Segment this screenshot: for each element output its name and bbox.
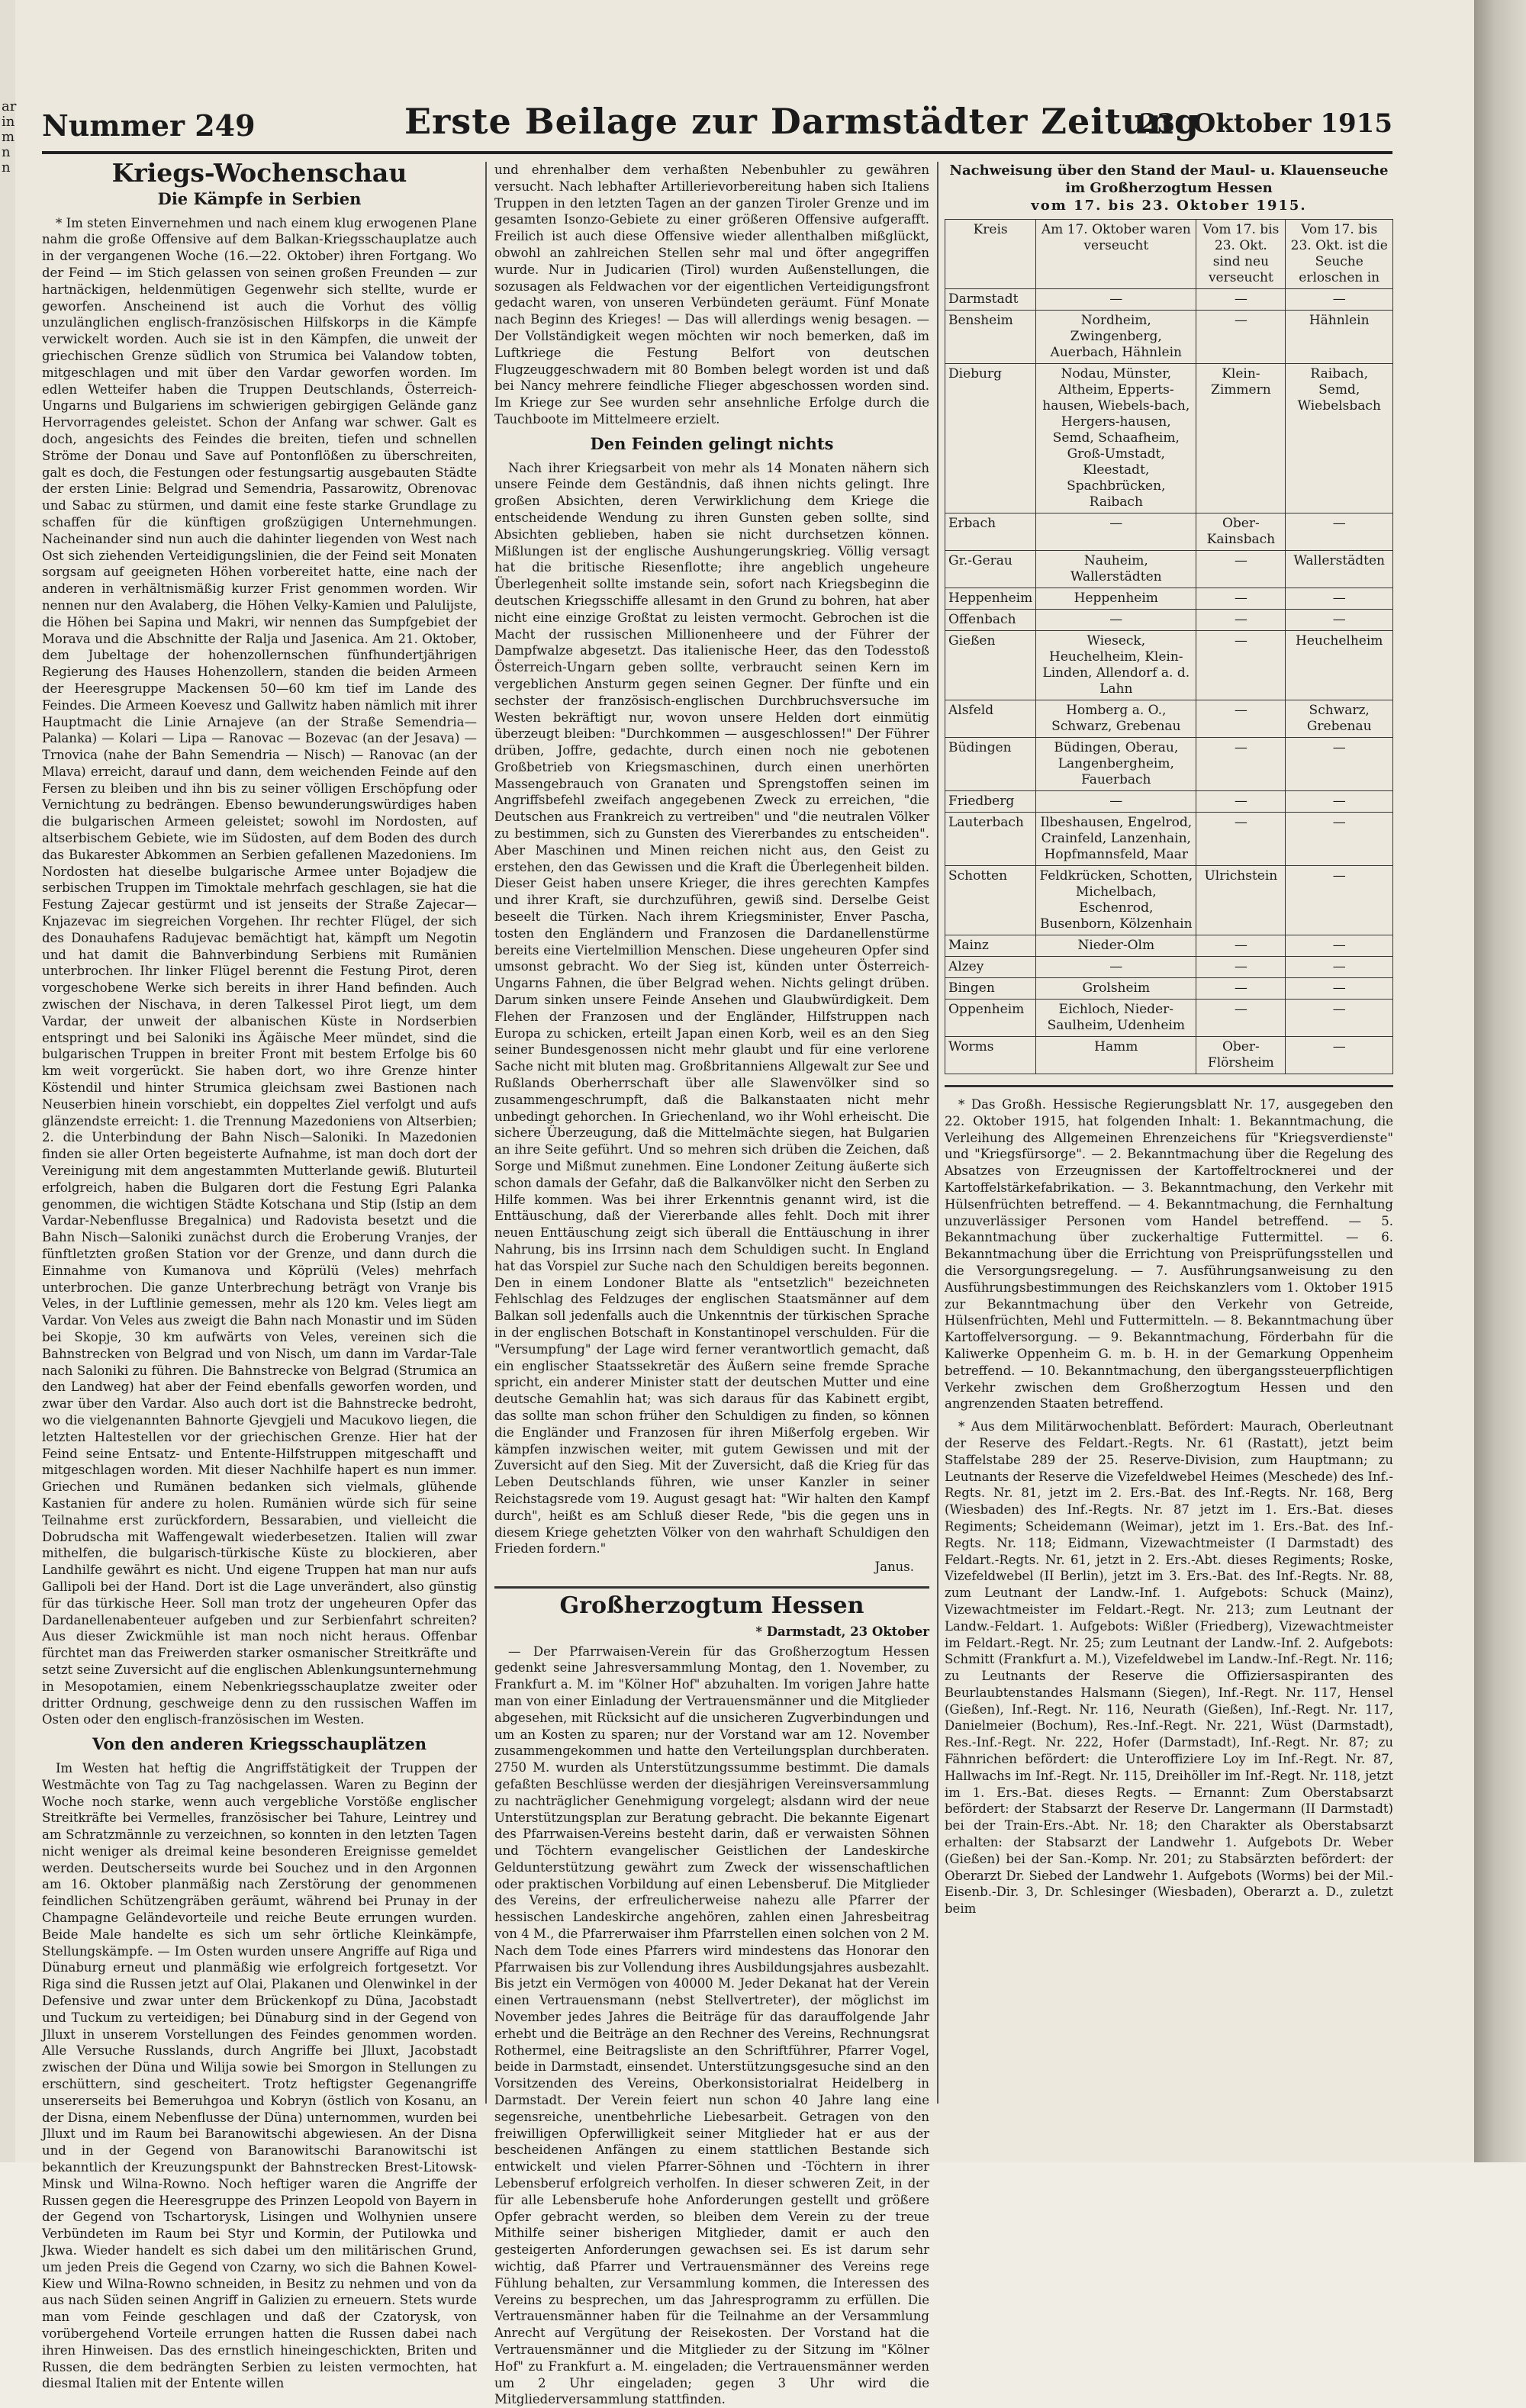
header-rule — [42, 151, 1392, 154]
table-row — [945, 311, 1393, 364]
cell-kreis: Worms — [945, 1037, 1036, 1074]
article-title-kriegswochenschau: Kriegs-Wochenschau — [111, 158, 407, 188]
cell-verseucht: Grolsheim — [1036, 978, 1196, 1000]
cell-neu: — — [1196, 551, 1286, 588]
article-paragraph: * Das Großh. Hessische Regierungsblatt Nr. 17, ausgegeben den 22. Oktober 1915, hat folgenden Inhalt: 1. Bekanntmachung, die Verleihung des Allgemeinen Ehrenzeichens für "Kriegsverdienste" und "Kriegsfürsorge". — 2. Bekanntmachung über die Regelung des Absatzes von Erzeugnissen der Kartoffeltrocknerei und der Kartoffelstärkefabrikation. — 3. Bekanntmachung, den Verkehr mit Hülsenfrüchten betreffend. — 4. Bekanntmachung, die Fernhaltung unzuverlässiger Personen vom Handel betreffend. — 5. Bekanntmachung über zuckerhaltige Futtermittel. — 6. Bekanntmachung über die Errichtung von Preisprüfungsstellen und die Versorgungsregelung. — 7. Ausführungsanweisung zu den Ausführungsbestimmungen des Reichskanzlers vom 1. Oktober 1915 zur Bekanntmachung über den Verkehr von Getreide, Hülsenfrüchten, Mehl und Futtermitteln. — 8. Bekanntmachung über Kartoffelversorgung. — 9. Bekanntmachung, Förderbahn für die Kaliwerke Oppenheim G. m. b. H. in der Gemarkung Oppenheim betreffend. — 10. Bekanntmachung, den übergangssteuerpflichtigen Verkehr zwischen dem Großherzogtum Hessen und den angrenzenden Staaten betreffend. — [945, 1097, 1393, 1412]
cell-neu: — — [1196, 700, 1286, 738]
cell-erloschen: — — [1286, 289, 1393, 311]
cell-kreis: Bingen — [945, 978, 1036, 1000]
cell-kreis: Büdingen — [945, 738, 1036, 791]
cell-neu: — — [1196, 610, 1286, 631]
cell-kreis: Lauterbach — [945, 813, 1036, 866]
cell-erloschen: — — [1286, 588, 1393, 610]
cell-erloschen: — — [1286, 610, 1393, 631]
cell-kreis: Schotten — [945, 866, 1036, 935]
cell-neu: — — [1196, 957, 1286, 978]
cell-verseucht: Nieder-Olm — [1036, 935, 1196, 957]
cell-kreis: Offenbach — [945, 610, 1036, 631]
cell-kreis: Alsfeld — [945, 700, 1036, 738]
table-body — [945, 289, 1393, 1074]
col-header-kreis: Kreis — [945, 220, 1036, 289]
article-paragraph: * Aus dem Militärwochenblatt. Befördert: Maurach, Oberleutnant der Reserve des Feldart.-Regts. Nr. 61 (Rastatt), jetzt beim Staffelstabe 289 der 25. Reserve-Division, zum Hauptmann; zu Leutnants der Reserve die Vizefeldwebel Heimes (Meschede) des Inf.-Regts. Nr. 81, jetzt im 2. Ers.-Bat. des Inf.-Regts. Nr. 168, Berg (Wiesbaden) des Inf.-Regts. Nr. 87 jetzt im 1. Ers.-Bat. dieses Regiments; Scheidemann (Weimar), jetzt im 1. Ers.-Bat. des Inf.-Regts. Nr. 118; Eidmann, Vizewachtmeister (I Darmstadt) des Feldart.-Regts. Nr. 61, jetzt in 2. Ers.-Abt. dieses Regiments; Roske, Vizefeldwebel (II Berlin), jetzt im 3. Ers.-Bat. des Inf.-Regts. Nr. 88, zum Leutnant der Landw.-Inf. 1. Aufgebots: Schuck (Mainz), Vizewachtmeister im Feldart.-Regt. Nr. 213; zum Leutnant der Landw.-Feldart. 1. Aufgebots: Wißler (Friedberg), Vizewachtmeister im Feldart.-Regt. Nr. 25; zum Leutnant der Landw.-Inf. 2. Aufgebots: Schmitt (Frankfurt a. M.), Vizefeldwebel im Landw.-Inf.-Regt. Nr. 116; zu Leutnants der Reserve die Offiziersaspiranten des Beurlaubtenstandes Halsmann (Siegen), Inf.-Regt. Nr. 117, Hensel (Gießen), Inf.-Regt. Nr. 116, Neurath (Gießen), Inf.-Regt. Nr. 117, Danielmeier (Bochum), Res.-Inf.-Regt. Nr. 221, Wüst (Darmstadt), Res.-Inf.-Regt. Nr. 222, Hofer (Darmstadt), Inf.-Regt. Nr. 87; zu Fähnrichen befördert: die Unteroffiziere Loy im Inf.-Regt. Nr. 87, Hallwachs im Inf.-Regt. Nr. 115, Dreihöller im Inf.-Regt. Nr. 118, jetzt im 1. Ers.-Bat. dieses Regts. — Ernannt: Zum Oberstabsarzt befördert: der Stabsarzt der Reserve Dr. Langermann (II Darmstadt) bei der Train-Ers.-Abt. Nr. 18; den Charakter als Oberstabsarzt erhalten: der Stabsarzt der Landwehr 1. Aufgebots Dr. Weber (Gießen) bei der San.-Komp. Nr. 201; zu Stabsärzten befördert: der Oberarzt Dr. Siebed der Landwehr 1. Aufgebots (Worms) bei der Mil.-Eisenb.-Dir. 3, Dr. Schlesinger (Wiesbaden), Oberarzt a. D., zuletzt beim — [945, 1419, 1393, 1917]
table-row — [945, 551, 1393, 588]
page-header — [42, 101, 1392, 143]
dateline: * Darmstadt, 23 Oktober — [755, 1624, 929, 1639]
section-title-andere: Von den anderen Kriegsschauplätzen — [92, 1734, 427, 1754]
issue-number: Nummer 249 — [42, 108, 256, 143]
cell-erloschen: — — [1286, 738, 1393, 791]
cell-neu: Ober-Kainsbach — [1196, 513, 1286, 551]
table-row — [945, 866, 1393, 935]
cell-erloschen: — — [1286, 813, 1393, 866]
page-title: Erste Beilage zur Darmstädter Zeitung — [404, 101, 1199, 142]
article-paragraph: und ehrenhalber dem verhaßten Nebenbuhler zu gewähren versucht. Nach lebhafter Artillerievorbereitung haben sich Italiens Truppen in den letzten Tagen an der ganzen Tiroler Grenze und im gesamten Isonzo-Gebiete zu einer größeren Offensive aufgerafft. Freilich ist auch diese Offensive wieder allenthalben mißglückt, obwohl an zahlreichen Stellen sehr mal und öfter angegriffen wurde. Nur in Judicarien (Tirol) wurden Außenstellungen, die sozusagen als Feldwachen vor der eigentlichen Verteidigungsfront gedacht waren, von unseren Verbündeten geräumt. Fünf Monate nach Beginn des Krieges! — Das will allerdings wenig besagen. — Der Vollständigkeit wegen möchten wir noch bemerken, daß im Luftkriege die Festung Belfort von deutschen Flugzeuggeschwadern mit 80 Bomben belegt worden ist und daß bei Nancy mehrere feindliche Flieger abgeschossen worden sind. Im Kriege zur See wurden sehr ansehnliche Erfolge durch die Tauchboote im Mittelmeere erzielt. — [494, 163, 929, 427]
cell-verseucht: Homberg a. O., Schwarz, Grebenau — [1036, 700, 1196, 738]
cell-neu: — — [1196, 978, 1286, 1000]
cell-kreis: Mainz — [945, 935, 1036, 957]
issue-date: 23. Oktober 1915 — [1138, 108, 1392, 139]
cell-verseucht: — — [1036, 513, 1196, 551]
table-row — [945, 1037, 1393, 1074]
cell-kreis: Alzey — [945, 957, 1036, 978]
table-row — [945, 791, 1393, 813]
table-row — [945, 364, 1393, 513]
cell-neu: Ulrichstein — [1196, 866, 1286, 935]
table-title-line: Nachweisung über den Stand der Maul- u. Klauenseuche — [949, 163, 1389, 179]
column-3 — [945, 162, 1393, 2104]
article-author: Janus. — [874, 1560, 914, 1575]
cell-verseucht: Feldkrücken, Schotten, Michelbach, Eschenrod, Busenborn, Kölzenhain — [1036, 866, 1196, 935]
column-divider-1 — [485, 162, 487, 2104]
cell-kreis: Friedberg — [945, 791, 1036, 813]
article-paragraph: Nach ihrer Kriegsarbeit von mehr als 14 Monaten nähern sich unsere Feinde dem Geständnis, daß ihnen nichts gelingt. Ihre großen Absichten, deren Verwirklichung dem Kriege die entscheidende Wendung zu ihren Gunsten geben sollte, sind Absichten geblieben, haben sie nicht durchsetzen können. Mißlungen ist der englische Aushungerungskrieg. Völlig versagt hat die britische Riesenflotte; ihre angeblich ungeheure Überlegenheit sollte imstande sein, sofort nach Kriegsbeginn die deutschen Kriegsschiffe allesamt in den Grund zu bohren, hat aber nicht eine einzige Großtat zu leisten vermocht. Gebrochen ist die Macht der russischen Millionenheere und der Führer der Dampfwalze abgesetzt. Das italienische Heer, das den Todesstoß Österreich-Ungarn geben sollte, verbraucht seinen Kern im vergeblichen Ansturm gegen seinen Gegner. Der fünfte und ein sechster der französisch-englischen Durchbruchsversuche im Westen bekräftigt nur, wovon unsere Helden dort einmütig überzeugt bleiben: "Durchkommen — ausgeschlossen!" Der Führer drüben, Joffre, gedachte, durch einen noch nie gebotenen Großbetrieb von Kriegsmaschinen, durch einen unerhörten Massengebrauch von Granaten und Sprengstoffen seinen im Angriffsbefehl zweifach angegebenen Zweck zu erreichen, "die Deutschen aus Frankreich zu vertreiben" und "die neutralen Völker zu bestimmen, sich zu Gunsten des Viererbandes zu entscheiden". Aber Maschinen und Minen reichen nicht aus, den Geist zu erstehen, den das Gewissen und die Kraft die Überlegenheit bilden. Dieser Geist haben unsere Krieger, die ihres gerechten Kampfes und ihrer Kraft, sie durchzuführen, gewiß sind. Derselbe Geist beseelt die Türken. Nach ihrem Kriegsminister, Enver Pascha, tosten den Engländern und Franzosen die Dardanellenstürme bereits eine Viertelmillion Menschen. Diese ungeheuren Opfer sind umsonst gebracht. Wo der Sieg ist, künden unter Österreich-Ungarns Fahnen, die über Belgrad wehen. Nichts gelingt drüben. Darum sinken unsere Feinde Ansehen und Glaubwürdigkeit. Dem Flehen der Franzosen und der Engländer, Hilfstruppen nach Europa zu schicken, erteilt Japan einen Korb, weil es an den Sieg seiner Bundesgenossen nicht mehr glaubt und für eine verlorene Sache nicht mit bluten mag. Großbritanniens Allgewalt zur See und Rußlands Oberherrschaft über alle Slawenvölker sind so zusammengeschrumpft, daß die Balkanstaaten nicht mehr unbedingt gehorchen. In Griechenland, wo ihr Wohl erheischt. Die sichere Überzeugung, daß die Mittelmächte siegen, hat Bulgarien an ihre Seite geführt. Und so mehren sich drüben die Zeichen, daß Sorge und Mißmut zunehmen. Eine Londoner Zeitung äußerte sich schon damals der Gefahr, daß die Balkanvölker nicht den Serben zu Hilfe kommen. Was bei ihrer Erkenntnis genannt wird, ist die Enttäuschung, daß der Viererbande alles fehlt. Doch mit ihrer neuen Enttäuschung zeigt sich überall die Enttäuschung in ihrer Nahrung, bis ins Irrsinn nach dem Schuldigen sucht. In England hat das Vorspiel zur Suche nach den Schuldigen bereits begonnen. Den in einem Londoner Blatte als "entsetzlich" bezeichneten Fehlschlag des Feldzuges der englischen Staatsmänner auf dem Balkan soll jedenfalls auch die Unkenntnis der türkischen Sprache in der englischen Botschaft in Konstantinopel verschulden. Für die "Versumpfung" der Lage wird ferner verantwortlich gemacht, daß ein englischer Staatssekretär des Äußern seine fremde Sprache spricht, ein anderer Minister statt der deutschen Mutter und eine deutsche Gemahlin hat; was sich daraus für das Kabinett ergibt, das sollte man schon früher den Schuldigen zu finden, so können die Engländer und Franzosen für ihren Mißerfolg ergeben. Wir kämpfen inzwischen weiter, mit gutem Gewissen und mit der Zuversicht auf den Sieg. Mit der Zuversicht, daß die Krieg für das Leben Deutschlands führen, wie unser Kanzler in seiner Reichstagsrede vom 19. August gesagt hat: "Wir halten den Kampf durch", heißt es am Schluß dieser Rede, "bis die gegen uns in diesem Kriege gehetzten Völker von den wahrhaft Schuldigen den Frieden fordern." — [494, 460, 929, 1557]
cell-neu: — — [1196, 791, 1286, 813]
cell-verseucht: Büdingen, Oberau, Langenbergheim, Fauerbach — [1036, 738, 1196, 791]
cell-kreis: Oppenheim — [945, 1000, 1036, 1037]
cell-verseucht: — — [1036, 957, 1196, 978]
article-paragraph: Im Westen hat heftig die Angriffstätigkeit der Truppen der Westmächte von Tag zu Tag nachgelassen. Waren zu Beginn der Woche noch starke, wenn auch vergebliche Vorstöße englischer Streitkräfte bei Vermelles, französischer bei Tahure, Leintrey und am Schratzmännle zu verzeichnen, so konnten in den letzten Tagen nicht weniger als dreimal keine besonderen Ereignisse gemeldet werden. Deutscherseits wurde bei Souchez und in den Argonnen am 16. Oktober planmäßig nach Zerstörung der genommenen feindlichen Schützengräben geräumt, während bei Prunay in der Champagne Geländevorteile und reiche Beute errungen wurden. Beide Male handelte es sich um sehr örtliche Kleinkämpfe, Stellungskämpfe. — Im Osten wurden unsere Angriffe auf Riga und Dünaburg erneut und planmäßig wie erfolgreich fortgesetzt. Vor Riga sind die Russen jetzt auf Olai, Plakanen und Olenwinkel in der Defensive und zwar unter dem Brückenkopf zu Düna, Jacobstadt und Tuckum zu verteidigen; bei Dünaburg sind in der Gegend von Jlluxt in unserem Vorstellungen des Feindes genommen worden. Alle Versuche Russlands, durch Angriffe bei Jlluxt, Jacobstadt zwischen der Düna und Wilija sowie bei Smorgon in Stellungen zu erschüttern, sind gescheitert. Trotz heftigster Gegenangriffe unsererseits bei Bemeruhgoa und Kobryn (östlich von Kosanu, an der Disna, einem Nebenflusse der Düna) unternommen, wurden bei Jlluxt und im Raum bei Baranowitschi abgewiesen. An der Disna und in der Gegend von Baranowitschi Baranowitschi ist bekanntlich der Kreuzungspunkt der Bahnstrecken Brest-Litowsk-Minsk und Wilna-Rowno. Noch heftiger waren die Angriffe der Russen gegen die Heeresgruppe des Prinzen Leopold von Bayern in der Gegend von Tschartorysk, Lisingen und Wolhynien unsere Verbündeten im Raum bei Styr und Kormin, der Putilowka und Jkwa. Wieder handelt es sich dabei um den militärischen Grund, um jeden Preis die Gegend von Czarny, wo sich die Bahnen Kowel-Kiew und Wilna-Rowno schneiden, in Besitz zu nehmen und von da aus nach Süden seinen Angriff in Galizien zu erneuern. Stets wurde man vom Feinde geschlagen und daß der Czatorysk, von vorübergehend Vorteile errungen hatten die Russen dabei nach ihren Hinweisen. Das des ernstlich hineingeschickten, Briten und Russen, die dem bedrängten Serbien zu leisten vermochten, hat diesmal Italien mit der Entente willen — [42, 1760, 477, 2391]
table-row — [945, 631, 1393, 700]
section-title-serbien: Die Kämpfe in Serbien — [157, 188, 362, 208]
book-binding — [1474, 0, 1526, 2162]
cell-neu: — — [1196, 289, 1286, 311]
cell-neu: — — [1196, 935, 1286, 957]
cell-kreis: Bensheim — [945, 311, 1036, 364]
left-edge-text: ar in m n n — [2, 98, 17, 175]
cell-erloschen: — — [1286, 935, 1393, 957]
cell-neu: — — [1196, 738, 1286, 791]
cell-kreis: Gr.-Gerau — [945, 551, 1036, 588]
column-1 — [42, 158, 477, 2391]
cell-erloschen: — — [1286, 791, 1393, 813]
cell-erloschen: Wallerstädten — [1286, 551, 1393, 588]
cell-verseucht: Ilbeshausen, Engelrod, Crainfeld, Lanzenhain, Hopfmannsfeld, Maar — [1036, 813, 1196, 866]
cell-verseucht: Hamm — [1036, 1037, 1196, 1074]
seuchen-table — [945, 219, 1393, 1074]
column-2 — [494, 162, 929, 2407]
cell-kreis: Heppenheim — [945, 588, 1036, 610]
cell-erloschen: — — [1286, 978, 1393, 1000]
cell-verseucht: Eichloch, Nieder-Saulheim, Udenheim — [1036, 1000, 1196, 1037]
cell-verseucht: — — [1036, 610, 1196, 631]
cell-verseucht: Heppenheim — [1036, 588, 1196, 610]
cell-kreis: Darmstadt — [945, 289, 1036, 311]
cell-verseucht: Wieseck, Heuchelheim, Klein-Linden, Allendorf a. d. Lahn — [1036, 631, 1196, 700]
cell-neu: — — [1196, 1000, 1286, 1037]
table-title-line: vom 17. bis 23. Oktober 1915. — [1031, 198, 1307, 214]
cell-verseucht: — — [1036, 289, 1196, 311]
table-row — [945, 588, 1393, 610]
cell-erloschen: — — [1286, 1037, 1393, 1074]
cell-erloschen: Raibach, Semd, Wiebelsbach — [1286, 364, 1393, 513]
cell-erloschen: Hähnlein — [1286, 311, 1393, 364]
table-row — [945, 513, 1393, 551]
cell-kreis: Dieburg — [945, 364, 1036, 513]
column-divider-2 — [937, 162, 938, 2104]
table-row — [945, 935, 1393, 957]
table-row — [945, 957, 1393, 978]
cell-kreis: Erbach — [945, 513, 1036, 551]
col-header-erloschen: Vom 17. bis 23. Okt. ist die Seuche erloschen in — [1286, 220, 1393, 289]
cell-verseucht: Nauheim, Wallerstädten — [1036, 551, 1196, 588]
cell-kreis: Gießen — [945, 631, 1036, 700]
cell-neu: — — [1196, 588, 1286, 610]
table-row — [945, 738, 1393, 791]
section-separator — [945, 1085, 1393, 1087]
cell-verseucht: — — [1036, 791, 1196, 813]
cell-verseucht: Nodau, Münster, Altheim, Epperts-hausen, Wiebels-bach, Hergers-hausen, Semd, Schaafheim, Groß-Umstadt, Kleestadt, Spachbrücken, Raibach — [1036, 364, 1196, 513]
cell-neu: — — [1196, 311, 1286, 364]
cell-neu: Ober-Flörsheim — [1196, 1037, 1286, 1074]
table-row — [945, 1000, 1393, 1037]
table-row — [945, 813, 1393, 866]
table-row — [945, 700, 1393, 738]
cell-erloschen: Heuchelheim — [1286, 631, 1393, 700]
cell-neu: — — [1196, 631, 1286, 700]
cell-neu: Klein-Zimmern — [1196, 364, 1286, 513]
table-title — [945, 162, 1393, 214]
section-title-feinden: Den Feinden gelingt nichts — [590, 433, 834, 453]
col-header-verseucht: Am 17. Oktober waren verseucht — [1036, 220, 1196, 289]
article-paragraph: * Im steten Einvernehmen und nach einem klug erwogenen Plane nahm die große Offensive auf dem Balkan-Kriegsschauplatze auch in der vergangenen Woche (16.—22. Oktober) ihren Fortgang. Wo der Feind — im Stich gelassen von seinen großen Freunden — zur hartnäckigen, heldenmütigen Gegenwehr sich stellte, wurde er geworfen. Anscheinend ist auch die Vorhut des völlig unzulänglichen englisch-französischen Hilfskorps in die Kämpfe verwickelt worden. Auch sie ist in den Kämpfen, die unweit der griechischen Grenze südlich von Strumica bei Valandow tobten, mitgeschlagen und mit über den Vardar geworfen worden. Im edlen Wetteifer haben die Truppen Deutschlands, Österreich-Ungarns und Bulgariens im schwierigen gebirgigen Gelände ganz Hervorragendes geleistet. Schon der Anfang war schwer. Galt es doch, angesichts des Feindes die breiten, tiefen und schnellen Ströme der Donau und Save auf Pontonflößen zu überschreiten, galt es doch, die Festungen oder festungsartig ausgebauten Städte der ersten Linie: Belgrad und Semendria, Passarowitz, Obrenovac und Sabac zu stürmen, und damit eine feste starke Grundlage zu schaffen für die künftigen großzügigen Unternehmungen. Nacheinander sind nun auch die dahinter liegenden von West nach Ost sich ziehenden Verteidigungslinien, die der Feind seit Monaten sorgsam auf geeigneten Höhen vorbereitet hatte, eine nach der anderen in verhältnismäßig kurzer Frist genommen worden. Wir nennen nur den Avalaberg, die Höhen Velky-Kamien und Palulijste, die Höhen bei Sapina und Makri, wir nennen das Sumpfgebiet der Morava und die Abschnitte der Ralja und Jasenica. Am 21. Oktober, dem Jubeltage der hohenzollernschen fünfhundertjährigen Regierung des Hauses Hohenzollern, standen die beiden Armeen der Heeresgruppe Mackensen 50—60 km tief im Lande des Feindes. Die Armeen Koevesz und Gallwitz haben nämlich mit ihrer Hauptmacht die Linie Arnajeve (an der Straße Semendria—Palanka) — Kolari — Lipa — Ranovac — Bozevac (an der Jesava) — Trnovica (nahe der Bahn Semendria — Nisch) — Ranovac (an der Mlava) erreicht, darauf und dann, dem weichenden Feinde auf den Fersen zu bleiben und ihn bis zu seiner völligen Erschöpfung oder Vernichtung zu bedrängen. Ebenso bewunderungswürdiges haben die bulgarischen Armeen geleistet; sowohl im Nordosten, auf altserbischem Gebiete, wie im Südosten, auf dem Boden des durch das Bukarester Abkommen an Serbien gefallenen Mazedoniens. Im Nordosten hat dieselbe bulgarische Armee unter Bojadjew die serbischen Truppen im Timoktale mehrfach geschlagen, sie hat die Festung Zajecar gestürmt und ist jenseits der Straße Zajecar—Knjazevac im siegreichen Vorgehen. Ihr rechter Flügel, der sich des Donauhafens Radujevac bemächtigt hat, kämpft um Negotin und hat damit die Bahnverbindung Serbiens mit Rumänien unterbrochen. Ihr linker Flügel berennt die Festung Pirot, deren vorgeschobene Werke sich bereits in ihrer Hand befinden. Auch zwischen der Nischava, in deren Talkessel Pirot liegt, um dem Vardar, der unweit der albanischen Küste in Nordserbien entspringt und bei Saloniki ins Ägäische Meer mündet, sind die bulgarischen Truppen in breiter Front mit bestem Erfolge bis 60 km weit vorgerückt. Sie haben dort, wo ihre Grenze hinter Köstendil und hinter Strumica gleichsam zwei Bastionen nach Neuserbien hinein vorschiebt, ein doppeltes Ziel verfolgt und aufs glänzendste erreicht: 1. die Trennung Mazedoniens von Altserbien; 2. die Unterbindung der Bahn Nisch—Saloniki. In Mazedonien finden sie aller Orten begeisterte Aufnahme, ist man doch dort der Vereinigung mit dem angestammten Mutterlande gewiß. Bluturteil erfolgreich, haben die Bulgaren dort die Festung Egri Palanka genommen, die wichtigen Städte Kotschana und Stip (Istip an dem Vardar-Nebenflusse Bregalnica) und Radovista besetzt und die Bahn Nisch—Saloniki zunächst durch die Eroberung Vranjes, der fünftletzten großen Station vor der Grenze, und dann durch die Einnahme von Kumanova und Köprülü (Veles) mehrfach unterbrochen. Die ganze Unterbrechung beträgt von Vranje bis Veles, in der Luftlinie gemessen, mehr als 120 km. Veles liegt am Vardar. Von Veles aus zweigt die Bahn nach Monastir und im Süden bei Skopje, 30 km aufwärts von Veles, vereinen sich die Bahnstrecken von Belgrad und von Nisch, um dann im Vardar-Tale nach Saloniki zu führen. Die Bahnstrecke von Belgrad (Strumica an den Landweg) hat aber der Feind ebenfalls geworfen worden, und zwar über den Vardar. Also auch dort ist die Bahnstrecke bedroht, wo die vielgenannten Bahnorte Gjevgjeli und Macukovo liegen, die letzten Haltestellen vor der griechischen Grenze. Hier hat der Feind seine Entsatz- und Entente-Hilfstruppen mitgeschafft und mitgeschlagen worden. Mit dieser Nachhilfe hapert es nun immer. Griechen und Rumänen bedanken sich vielmals, glühende Kastanien für andere zu holen. Rumänien würde sich für seine Teilnahme erst zurückfordern, Bessarabien, und vielleicht die Dobrudscha mit Waffengewalt wiederbesetzen. Italien will zwar mithelfen, die bulgarisch-türkische Küste zu blockieren, aber Landhilfe gewährt es nicht. Und eigene Truppen hat man nur aufs Gallipoli bei der Hand. Dort ist die Lage unverändert, also günstig für das türkische Heer. Soll man trotz der ungeheuren Opfer das Dardanellenabenteuer aufgeben und zur Serbienfahrt schreiten? Aus dieser Zwickmühle ist man noch nicht heraus. Offenbar fürchtet man das Freiwerden starker osmanischer Streitkräfte und setzt seine Zuversicht auf die englischen Ablenkungsunternehmung in Mesopotamien, einem Nebenkriegsschauplatze zweiter oder dritter Ordnung, geschweige denn zu den russischen Waffen im Osten oder den englisch-französischen im Westen. — [42, 215, 477, 1727]
table-title-line: im Großherzogtum Hessen — [1065, 180, 1273, 196]
cell-erloschen: Schwarz, Grebenau — [1286, 700, 1393, 738]
col-header-neu: Vom 17. bis 23. Okt. sind neu verseucht — [1196, 220, 1286, 289]
table-row — [945, 610, 1393, 631]
table-row — [945, 289, 1393, 311]
cell-neu: — — [1196, 813, 1286, 866]
section-separator — [494, 1586, 929, 1589]
section-title-hessen: Großherzogtum Hessen — [559, 1592, 864, 1619]
cell-verseucht: Nordheim, Zwingenberg, Auerbach, Hähnlein — [1036, 311, 1196, 364]
cell-erloschen: — — [1286, 1000, 1393, 1037]
article-paragraph: — Der Pfarrwaisen-Verein für das Großherzogtum Hessen gedenkt seine Jahresversammlung Montag, den 1. November, zu Frankfurt a. M. im "Kölner Hof" abzuhalten. Im vorigen Jahre hatte man von einer Einladung der Vertrauensmänner und die Mitglieder abgesehen, mit Rücksicht auf die unsicheren Zugverbindungen und um an Kosten zu sparen; nur der Vorstand war am 12. November zusammengekommen und hatte den Verteilungsplan durchberaten. 2750 M. wurden als Unterstützungssumme bestimmt. Die damals gefaßten Beschlüsse werden der diesjährigen Vereinsversammlung zu nachträglicher Genehmigung vorgelegt; alsdann wird der neue Unterstützungsplan zur Beratung gebracht. Die bekannte Eigenart des Pfarrwaisen-Vereins besteht darin, daß er verwaisten Söhnen und Töchtern evangelischer Geistlichen der Landeskirche Geldunterstützung gewährt zum Zweck der wissenschaftlichen oder praktischen Vorbildung auf einen Lebensberuf. Die Mitglieder des Vereins, der erfreulicherweise nahezu alle Pfarrer der hessischen Landeskirche angehören, zahlen einen Jahresbeitrag von 4 M., die Pfarrerwaiser ihm Pfarrstellen einen solchen von 2 M. Nach dem Tode eines Pfarrers wird mindestens das Honorar den Pfarrwaisen bis zur Vollendung ihres Ausbildungsjahres ausbezahlt. Bis jetzt ein Vermögen von 40000 M. Jeder Dekanat hat der Verein einen Vertrauensmann (nebst Stellvertreter), der möglichst im November jedes Jahres die Beiträge für das darauffolgende Jahr erhebt und die Beiträge an den Rechner des Vereins, Rechnungsrat Rothermel, eine Beitragsliste an den Schriftführer, Pfarrer Vogel, beide in Darmstadt, einsendet. Unterstützungsgesuche sind an den Vorsitzenden des Vereins, Oberkonsistorialrat Heidelberg in Darmstadt. Der Verein feiert nun schon 40 Jahre lang eine segensreiche, unentbehrliche Liebesarbeit. Getragen von den freiwilligen Opferwilligkeit seiner Mitglieder hat er aus der bescheidenen Anfängen zu einem stattlichen Bestande sich entwickelt und vielen Pfarrer-Söhnen und -Töchtern in ihrer Lebensberuf erfolgreich verholfen. In dieser schweren Zeit, in der für alle Lebensberufe hohe Anforderungen gestellt und größere Opfer gebracht werden, so bleiben dem Verein zu der treue Mithilfe seiner bisherigen Mitglieder, damit er auch den gesteigerten Anforderungen gewachsen sei. Es ist darum sehr wichtig, daß Pfarrer und Vertrauensmänner des Vereins rege Fühlung behalten, zur Versammlung kommen, die Interessen des Vereins zu besprechen, um das Jahresprogramm zu erfüllen. Die Vertrauensmänner haben für die Teilnahme an der Versammlung Anrecht auf Vergütung der Reisekosten. Der Vorstand hat die Vertrauensmänner und die Mitglieder zu der Sitzung im "Kölner Hof" zu Frankfurt a. M. eingeladen; die Vertrauensmänner werden um 2 Uhr eingeladen; gegen 3 Uhr wird die Mitgliederversammlung stattfinden. — [494, 1643, 929, 2407]
cell-erloschen: — — [1286, 513, 1393, 551]
table-row — [945, 978, 1393, 1000]
cell-erloschen: — — [1286, 866, 1393, 935]
cell-erloschen: — — [1286, 957, 1393, 978]
left-margin-strip — [0, 0, 15, 2162]
